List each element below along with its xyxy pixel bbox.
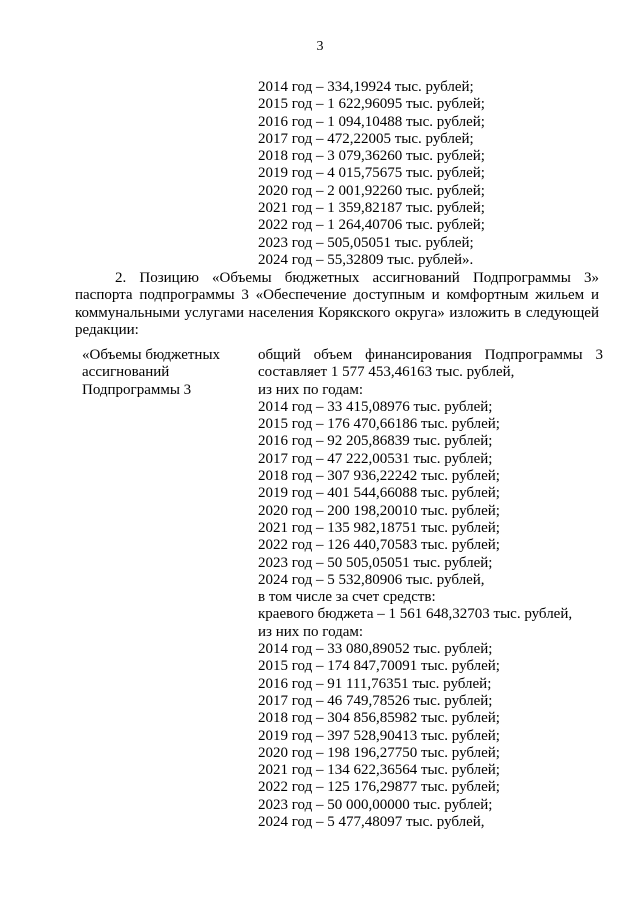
regional-year-line: 2017 год – 46 749,78526 тыс. рублей; bbox=[258, 692, 493, 709]
year-line-2019: 2019 год – 4 015,75675 тыс. рублей; bbox=[258, 165, 485, 182]
total-year-line: 2019 год – 401 544,66088 тыс. рублей; bbox=[258, 485, 500, 502]
previous-funding-year-list bbox=[258, 79, 598, 269]
regional-year-line: 2023 год – 50 000,00000 тыс. рублей; bbox=[258, 796, 493, 813]
year-line-2016: 2016 год – 1 094,10488 тыс. рублей; bbox=[258, 113, 485, 130]
total-funding-line: общий объем финансирования Подпрограммы 3 bbox=[258, 347, 603, 363]
by-years-label: из них по годам: bbox=[258, 381, 364, 398]
position-title-line: ассигнований bbox=[82, 364, 170, 381]
total-funding-line: составляет 1 577 453,46163 тыс. рублей, bbox=[258, 364, 515, 381]
total-year-line: 2014 год – 33 415,08976 тыс. рублей; bbox=[258, 398, 493, 415]
regional-year-line: 2021 год – 134 622,36564 тыс. рублей; bbox=[258, 762, 500, 779]
regional-year-line: 2016 год – 91 111,76351 тыс. рублей; bbox=[258, 675, 492, 692]
year-line-2024: 2024 год – 55,32809 тыс. рублей». bbox=[258, 251, 474, 268]
amendment-text: 2. Позицию «Объемы бюджетных ассигнований Подпрограммы 3» паспорта подпрограммы 3 «Обеспечение доступным и комфортным жильем и коммунальными услугами населения Корякского округа» изложить в следующей редакции: bbox=[75, 270, 599, 338]
position-title-cell bbox=[82, 347, 252, 399]
total-year-line: 2015 год – 176 470,66186 тыс. рублей; bbox=[258, 416, 500, 433]
regional-year-line: 2014 год – 33 080,89052 тыс. рублей; bbox=[258, 641, 493, 658]
regional-year-line: 2024 год – 5 477,48097 тыс. рублей, bbox=[258, 814, 485, 831]
year-line-2021: 2021 год – 1 359,82187 тыс. рублей; bbox=[258, 200, 485, 217]
regional-year-line: 2015 год – 174 847,70091 тыс. рублей; bbox=[258, 658, 500, 675]
year-line-2015: 2015 год – 1 622,96095 тыс. рублей; bbox=[258, 96, 485, 113]
regional-year-line: 2019 год – 397 528,90413 тыс. рублей; bbox=[258, 727, 500, 744]
amendment-paragraph bbox=[75, 270, 599, 339]
total-year-line: 2021 год – 135 982,18751 тыс. рублей; bbox=[258, 519, 500, 536]
sources-label: в том числе за счет средств: bbox=[258, 589, 436, 606]
year-line-2014: 2014 год – 334,19924 тыс. рублей; bbox=[258, 79, 474, 95]
total-year-line: 2022 год – 126 440,70583 тыс. рублей; bbox=[258, 537, 500, 554]
page-number: 3 bbox=[316, 39, 324, 54]
by-years-label: из них по годам: bbox=[258, 623, 364, 640]
year-line-2022: 2022 год – 1 264,40706 тыс. рублей; bbox=[258, 217, 485, 234]
year-line-2017: 2017 год – 472,22005 тыс. рублей; bbox=[258, 130, 474, 147]
total-year-line: 2018 год – 307 936,22242 тыс. рублей; bbox=[258, 468, 500, 485]
year-line-2018: 2018 год – 3 079,36260 тыс. рублей; bbox=[258, 148, 485, 165]
regional-year-line: 2018 год – 304 856,85982 тыс. рублей; bbox=[258, 710, 500, 727]
regional-year-line: 2022 год – 125 176,29877 тыс. рублей; bbox=[258, 779, 500, 796]
funding-details-cell bbox=[258, 347, 603, 831]
year-line-2023: 2023 год – 505,05051 тыс. рублей; bbox=[258, 234, 474, 251]
regional-year-line: 2020 год – 198 196,27750 тыс. рублей; bbox=[258, 744, 500, 761]
regional-budget-total: краевого бюджета – 1 561 648,32703 тыс. рублей, bbox=[258, 606, 573, 623]
year-line-2020: 2020 год – 2 001,92260 тыс. рублей; bbox=[258, 182, 485, 199]
total-year-line: 2024 год – 5 532,80906 тыс. рублей, bbox=[258, 571, 485, 588]
position-title-line: Подпрограммы 3 bbox=[82, 381, 192, 398]
total-year-line: 2016 год – 92 205,86839 тыс. рублей; bbox=[258, 433, 493, 450]
position-title-line: «Объемы бюджетных bbox=[82, 347, 221, 363]
total-year-line: 2020 год – 200 198,20010 тыс. рублей; bbox=[258, 502, 500, 519]
total-year-line: 2017 год – 47 222,00531 тыс. рублей; bbox=[258, 450, 493, 467]
total-year-line: 2023 год – 50 505,05051 тыс. рублей; bbox=[258, 554, 493, 571]
